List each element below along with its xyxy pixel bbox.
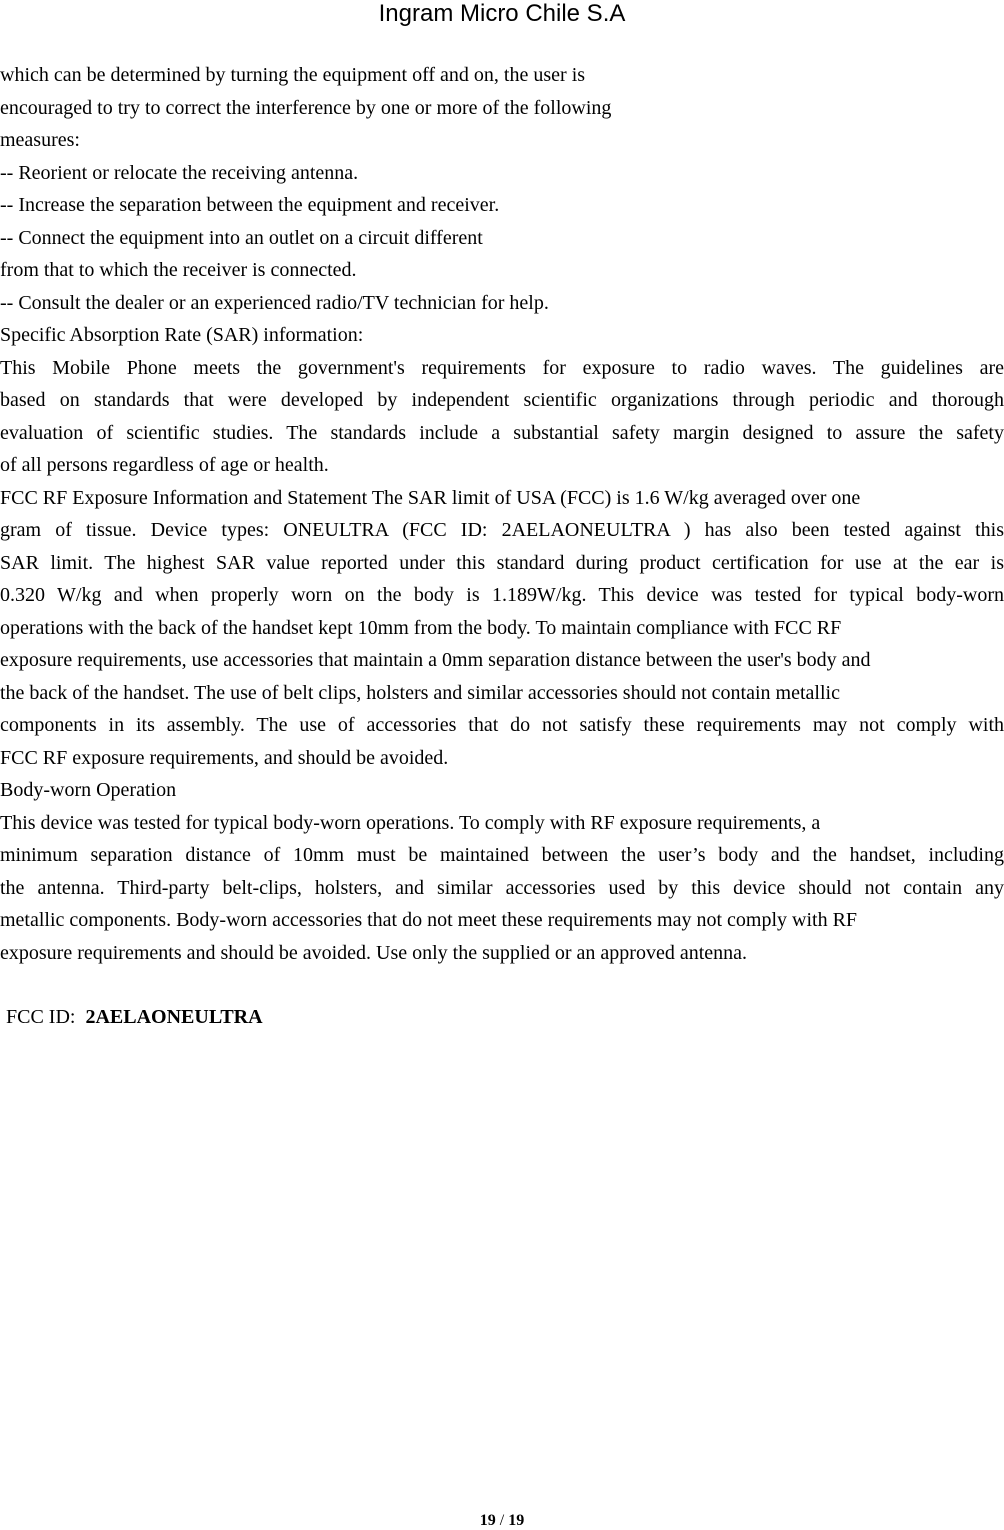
paragraph-line: operations with the back of the handset kept 10mm from the body. To maintain compliance with FCC RF bbox=[0, 616, 842, 639]
page-footer bbox=[0, 1512, 1004, 1530]
body-worn-section bbox=[0, 774, 1004, 969]
paragraph-line: This Mobile Phone meets the government's requirements for exposure to radio waves. The guidelines are bbox=[0, 356, 1004, 379]
fcc-id-row bbox=[0, 1001, 1004, 1034]
section-heading: Body-worn Operation bbox=[0, 779, 177, 801]
paragraph-line: components in its assembly. The use of accessories that do not satisfy these requirements may not comply with bbox=[0, 714, 1004, 736]
document-header: Ingram Micro Chile S.A bbox=[378, 0, 626, 27]
total-pages-number: 19 bbox=[508, 1512, 525, 1529]
document-body bbox=[0, 59, 1004, 1034]
paragraph-line: the back of the handset. The use of belt clips, holsters and similar accessories should not contain metallic bbox=[0, 681, 840, 704]
paragraph-line: exposure requirements, use accessories that maintain a 0mm separation distance between the user's body and bbox=[0, 649, 871, 671]
spacer bbox=[0, 969, 1004, 1001]
text-line: measures: bbox=[0, 129, 80, 151]
list-item: -- Reorient or relocate the receiving antenna. bbox=[0, 161, 359, 184]
page-separator: / bbox=[495, 1512, 509, 1529]
text-line: from that to which the receiver is connected. bbox=[0, 259, 357, 281]
list-item: -- Consult the dealer or an experienced radio/TV technician for help. bbox=[0, 291, 549, 314]
list-item: -- Connect the equipment into an outlet on a circuit different bbox=[0, 226, 483, 249]
fcc-rf-section bbox=[0, 482, 1004, 775]
paragraph-line: minimum separation distance of 10mm must be maintained between the user’s body and the handset, including bbox=[0, 844, 1004, 866]
paragraph-line: based on standards that were developed by independent scientific organizations through periodic and thorough bbox=[0, 389, 1004, 411]
sar-section bbox=[0, 319, 1004, 482]
current-page-number: 19 bbox=[479, 1512, 496, 1529]
paragraph-line: 0.320 W/kg and when properly worn on the body is 1.189W/kg. This device was tested for typical body-worn bbox=[0, 584, 1004, 606]
paragraph-line: FCC RF exposure requirements, and should be avoided. bbox=[0, 746, 449, 769]
paragraph-line: SAR limit. The highest SAR value reported under this standard during product certification for use at the ear is bbox=[0, 551, 1004, 574]
paragraph-line: evaluation of scientific studies. The standards include a substantial safety margin designed to assure the safety bbox=[0, 421, 1004, 444]
paragraph-line: exposure requirements and should be avoided. Use only the supplied or an approved antenna. bbox=[0, 941, 748, 964]
fcc-id-label: FCC ID: bbox=[6, 1006, 76, 1028]
paragraph-line: FCC RF Exposure Information and Statement The SAR limit of USA (FCC) is 1.6 W/kg averaged over one bbox=[0, 486, 861, 509]
paragraph-line: gram of tissue. Device types: ONEULTRA (FCC ID: 2AELAONEULTRA ) has also been tested against this bbox=[0, 519, 1004, 541]
interference-section bbox=[0, 59, 1004, 319]
fcc-id-value: 2AELAONEULTRA bbox=[85, 1006, 263, 1028]
list-item: -- Increase the separation between the equipment and receiver. bbox=[0, 194, 500, 216]
paragraph-line: of all persons regardless of age or health. bbox=[0, 454, 329, 476]
paragraph-line: the antenna. Third-party belt-clips, holsters, and similar accessories used by this device should not contain any bbox=[0, 876, 1004, 899]
paragraph-line: This device was tested for typical body-worn operations. To comply with RF exposure requirements, a bbox=[0, 811, 821, 834]
text-line: encouraged to try to correct the interference by one or more of the following bbox=[0, 96, 612, 119]
text-line: which can be determined by turning the equipment off and on, the user is bbox=[0, 64, 586, 86]
section-heading: Specific Absorption Rate (SAR) information: bbox=[0, 324, 364, 346]
paragraph-line: metallic components. Body-worn accessories that do not meet these requirements may not comply with RF bbox=[0, 909, 858, 931]
